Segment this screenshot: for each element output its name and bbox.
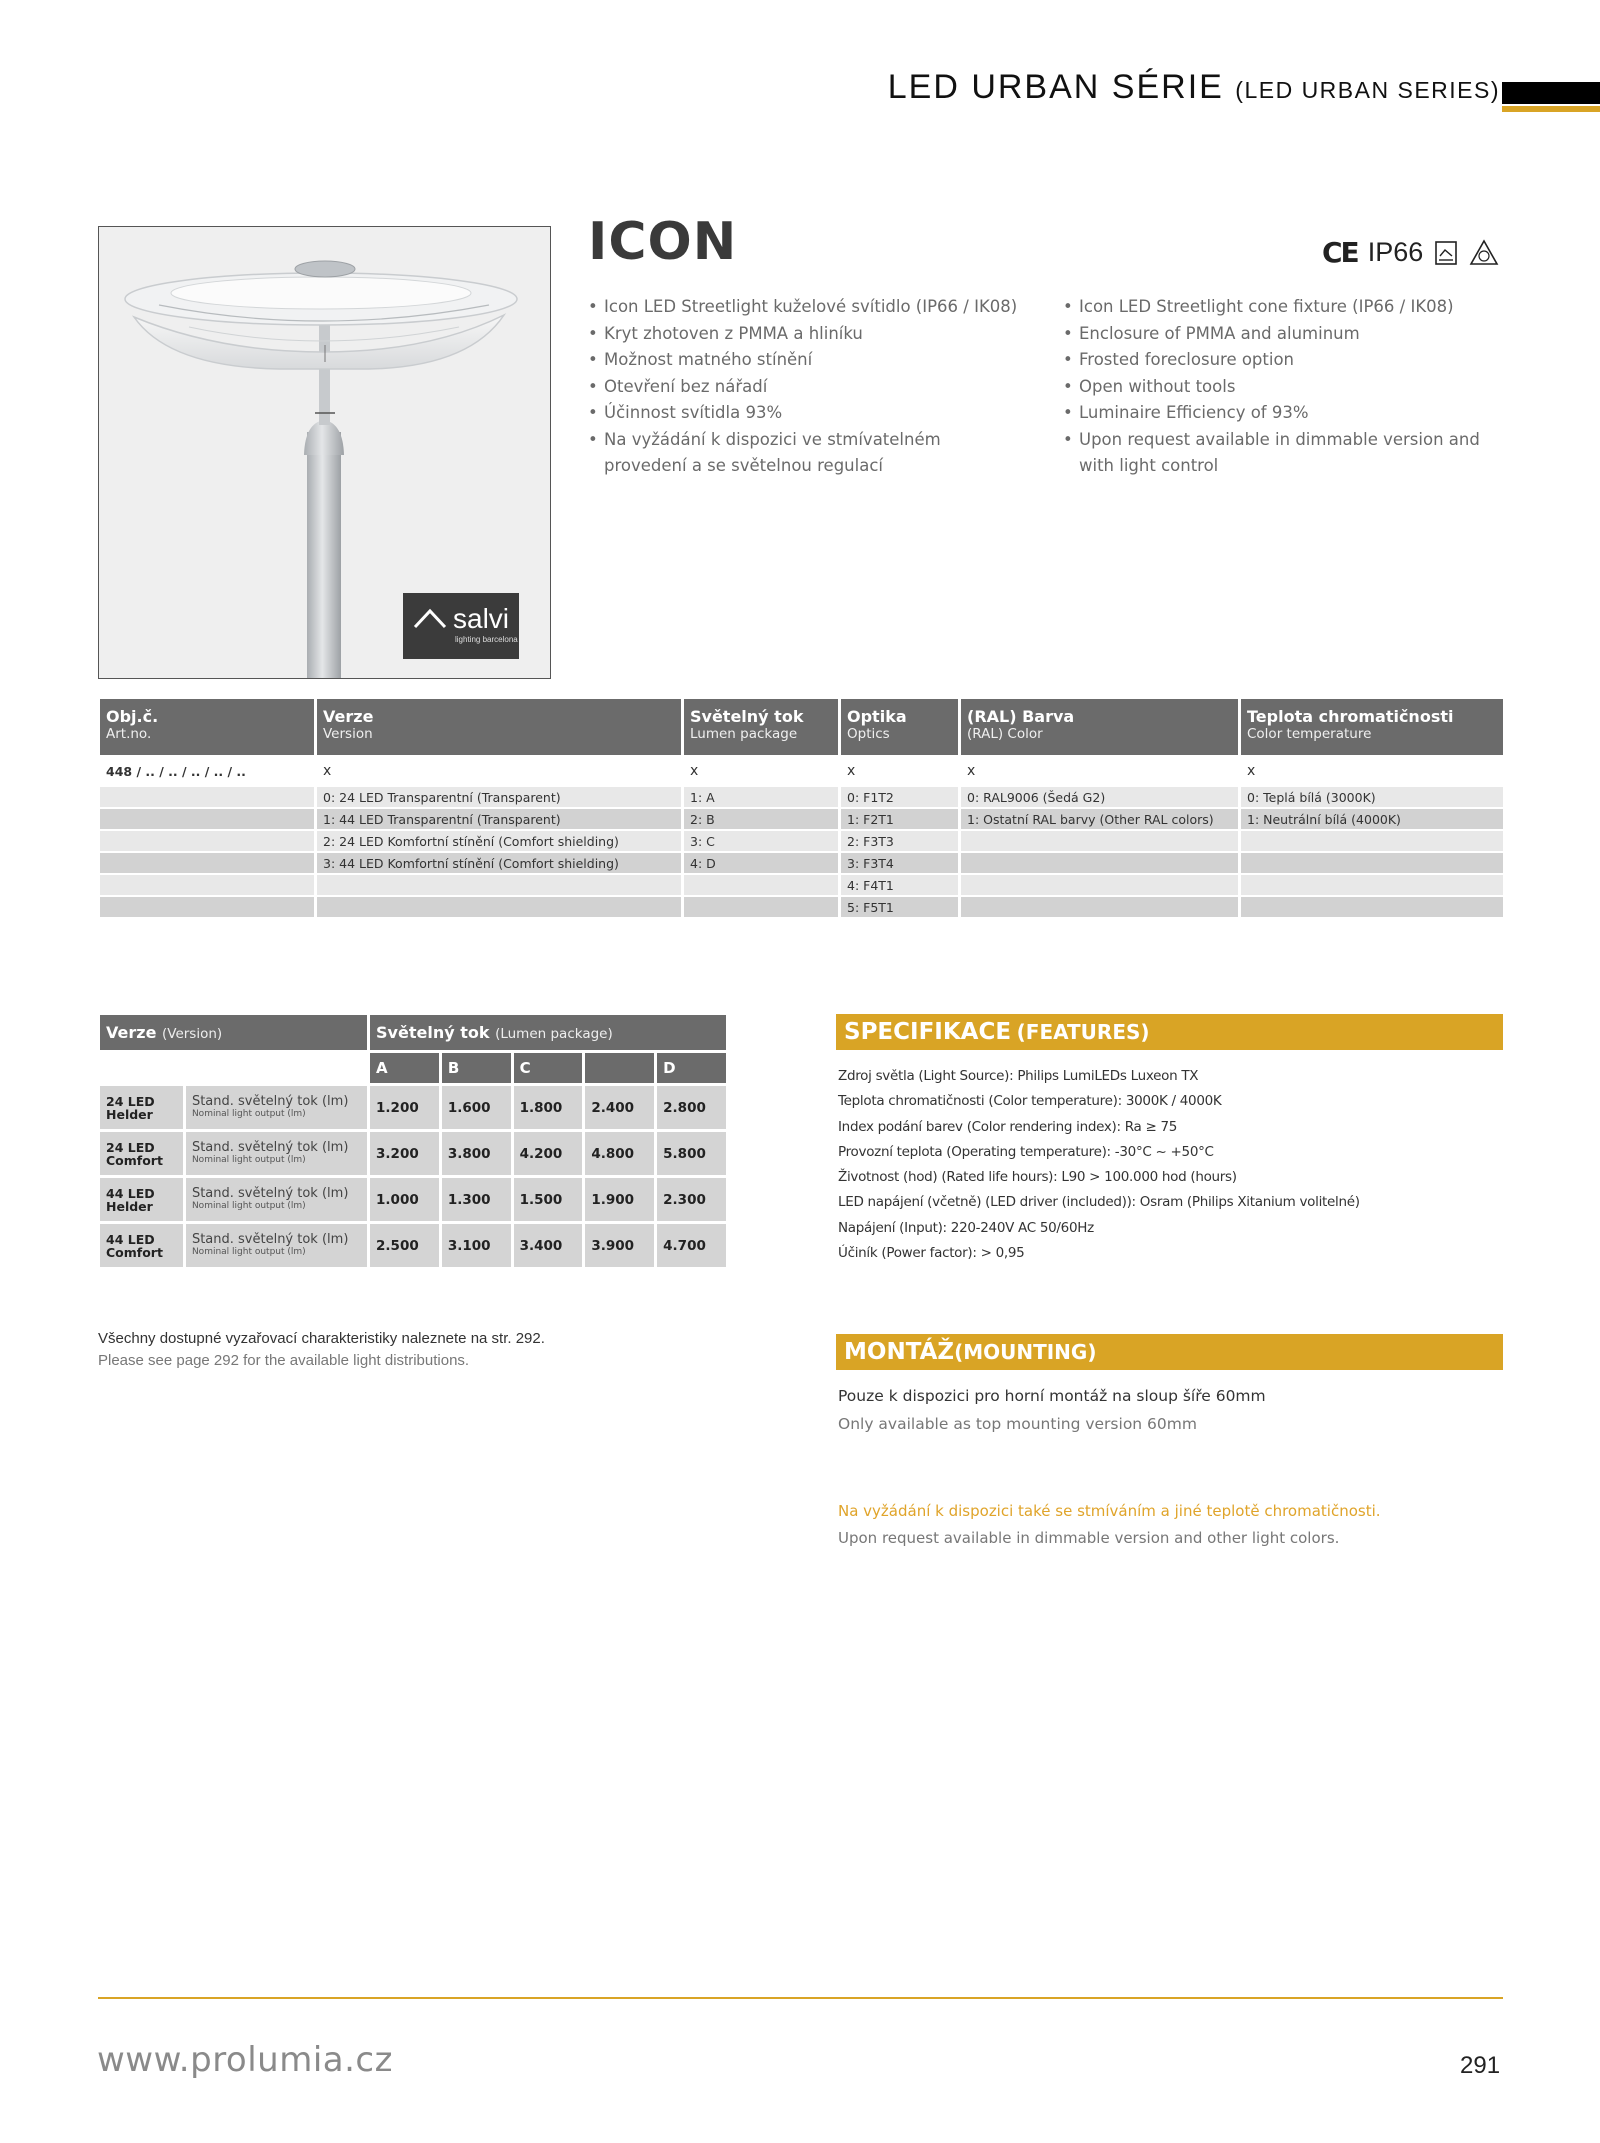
page-number: 291 xyxy=(1460,2052,1501,2079)
value-cell: 4.800 xyxy=(585,1132,654,1175)
table-cell: 0: 24 LED Transparentní (Transparent) xyxy=(317,787,681,807)
spec-item: Provozní teplota (Operating temperature): -30°C ~ +50°C xyxy=(838,1143,1214,1160)
table-cell xyxy=(100,831,314,851)
spec-item: Životnost (hod) (Rated life hours): L90 > 100.000 hod (hours) xyxy=(838,1169,1237,1186)
column-header-a: A xyxy=(370,1053,439,1083)
article-code-table xyxy=(97,697,1506,919)
distribution-note-en: Please see page 292 for the available light distributions. xyxy=(98,1352,470,1369)
column-header-lumen: Světelný tok Lumen package xyxy=(684,699,838,755)
value-cell: 1.500 xyxy=(514,1178,583,1221)
column-header-art-no: Obj.č. Art.no. xyxy=(100,699,314,755)
value-cell: 1.200 xyxy=(370,1086,439,1129)
version-cell: 24 LED Helder xyxy=(100,1086,183,1129)
table-cell: 3: F3T4 xyxy=(841,853,958,873)
value-cell: 4.700 xyxy=(657,1224,726,1267)
value-cell: 2.800 xyxy=(657,1086,726,1129)
spec-item: LED napájení (včetně) (LED driver (included)): Osram (Philips Xitanium volitelné) xyxy=(838,1194,1360,1211)
table-cell xyxy=(1241,831,1503,851)
column-header-blank xyxy=(585,1053,654,1083)
feature-item: • Open without tools xyxy=(1063,374,1503,401)
value-cell: 3.100 xyxy=(442,1224,511,1267)
table-cell: 1: A xyxy=(684,787,838,807)
chevron-up-icon xyxy=(413,607,447,629)
table-row xyxy=(100,875,1503,895)
distribution-note-cz: Všechny dostupné vyzařovací charakteristiky naleznete na str. 292. xyxy=(98,1330,545,1347)
request-note-en: Upon request available in dimmable version and other light colors. xyxy=(838,1529,1340,1547)
spec-item: Napájení (Input): 220-240V AC 50/60Hz xyxy=(838,1219,1094,1236)
table-cell xyxy=(100,897,314,917)
doc-approval-icon xyxy=(1433,240,1459,266)
value-cell: 2.300 xyxy=(657,1178,726,1221)
series-title xyxy=(888,68,1500,107)
table-cell xyxy=(961,875,1238,895)
features-list-en xyxy=(1063,294,1503,480)
certification-icons xyxy=(1322,236,1499,269)
description-cell: Stand. světelný tok (lm) Nominal light output (lm) xyxy=(186,1178,367,1221)
mounting-text-cz: Pouze k dispozici pro horní montáž na sloup šíře 60mm xyxy=(838,1387,1266,1405)
feature-item: • Frosted foreclosure option xyxy=(1063,347,1503,374)
feature-item: • Možnost matného stínění xyxy=(588,347,1018,374)
version-cell: 24 LED Comfort xyxy=(100,1132,183,1175)
footer-url[interactable]: www.prolumia.cz xyxy=(97,2040,393,2080)
description-cell: Stand. světelný tok (lm) Nominal light output (lm) xyxy=(186,1224,367,1267)
table-cell xyxy=(100,809,314,829)
table-cell: 3: C xyxy=(684,831,838,851)
table-cell: 1: 44 LED Transparentní (Transparent) xyxy=(317,809,681,829)
table-cell: 1: F2T1 xyxy=(841,809,958,829)
feature-item: • Luminaire Efficiency of 93% xyxy=(1063,400,1503,427)
feature-item: • Na vyžádání k dispozici ve stmívatelném provedení a se světelnou regulací xyxy=(588,427,1018,480)
table-cell: 1: Ostatní RAL barvy (Other RAL colors) xyxy=(961,809,1238,829)
feature-item: • Kryt zhotoven z PMMA a hliníku xyxy=(588,321,1018,348)
value-cell: 5.800 xyxy=(657,1132,726,1175)
table-cell: 2: 24 LED Komfortní stínění (Comfort shielding) xyxy=(317,831,681,851)
value-cell: 2.400 xyxy=(585,1086,654,1129)
value-cell: 1.300 xyxy=(442,1178,511,1221)
value-cell: 1.000 xyxy=(370,1178,439,1221)
table-cell xyxy=(961,897,1238,917)
table-cell xyxy=(317,875,681,895)
table-cell xyxy=(1241,853,1503,873)
column-header-c: C xyxy=(514,1053,583,1083)
table-row xyxy=(100,897,1503,917)
table-header-row xyxy=(100,699,1503,755)
footer-divider xyxy=(98,1997,1503,1999)
table-row xyxy=(100,1086,726,1129)
table-cell: 0: Teplá bílá (3000K) xyxy=(1241,787,1503,807)
table-row xyxy=(100,831,1503,851)
spec-item: Index podání barev (Color rendering index): Ra ≥ 75 xyxy=(838,1118,1178,1135)
table-cell: 4: F4T1 xyxy=(841,875,958,895)
table-cell: 0: RAL9006 (Šedá G2) xyxy=(961,787,1238,807)
column-header-d: D xyxy=(657,1053,726,1083)
ip-rating: IP66 xyxy=(1367,237,1424,267)
feature-item: • Upon request available in dimmable version and with light control xyxy=(1063,427,1503,480)
table-cell: 1: Neutrální bílá (4000K) xyxy=(1241,809,1503,829)
logo-tagline: lighting barcelona xyxy=(455,635,518,644)
value-cell: 3.900 xyxy=(585,1224,654,1267)
blank-cell xyxy=(100,1053,367,1083)
column-header-color-temperature: Teplota chromatičnosti Color temperature xyxy=(1241,699,1503,755)
table-row xyxy=(100,787,1503,807)
feature-item: • Enclosure of PMMA and aluminum xyxy=(1063,321,1503,348)
value-cell: 3.800 xyxy=(442,1132,511,1175)
logo-name: salvi xyxy=(453,603,510,634)
version-cell: 44 LED Helder xyxy=(100,1178,183,1221)
table-cell: x xyxy=(841,757,958,785)
table-cell xyxy=(961,853,1238,873)
table-cell: 2: F3T3 xyxy=(841,831,958,851)
column-header-color: (RAL) Barva (RAL) Color xyxy=(961,699,1238,755)
specifications-list xyxy=(838,1064,1360,1266)
table-row xyxy=(100,1178,726,1221)
value-cell: 1.900 xyxy=(585,1178,654,1221)
value-cell: 3.200 xyxy=(370,1132,439,1175)
product-title: ICON xyxy=(588,212,738,272)
table-cell xyxy=(961,831,1238,851)
spec-item: Účiník (Power factor): > 0,95 xyxy=(838,1245,1025,1262)
version-header: Verze (Version) xyxy=(100,1015,367,1050)
value-cell: 3.400 xyxy=(514,1224,583,1267)
table-row xyxy=(100,853,1503,873)
column-header-b: B xyxy=(442,1053,511,1083)
mounting-heading: MONTÁŽ(MOUNTING) xyxy=(836,1334,1503,1370)
table-cell: 0: F1T2 xyxy=(841,787,958,807)
column-header-version: Verze Version xyxy=(317,699,681,755)
table-cell: 5: F5T1 xyxy=(841,897,958,917)
value-cell: 4.200 xyxy=(514,1132,583,1175)
triangle-mark-icon xyxy=(1469,239,1499,267)
table-cell xyxy=(684,875,838,895)
table-cell: 3: 44 LED Komfortní stínění (Comfort shielding) xyxy=(317,853,681,873)
table-cell xyxy=(100,853,314,873)
feature-item: • Účinnost svítidla 93% xyxy=(588,400,1018,427)
value-cell: 1.800 xyxy=(514,1086,583,1129)
table-cell: 4: D xyxy=(684,853,838,873)
feature-item: • Icon LED Streetlight cone fixture (IP66 / IK08) xyxy=(1063,294,1503,321)
table-cell: 2: B xyxy=(684,809,838,829)
table-cell: x xyxy=(684,757,838,785)
table-cell xyxy=(1241,875,1503,895)
specifications-heading: SPECIFIKACE (FEATURES) xyxy=(836,1014,1503,1050)
description-cell: Stand. světelný tok (lm) Nominal light output (lm) xyxy=(186,1132,367,1175)
table-row xyxy=(100,1132,726,1175)
title-accent-bar xyxy=(1502,82,1600,104)
features-list-cz xyxy=(588,294,1018,480)
description-cell: Stand. světelný tok (lm) Nominal light output (lm) xyxy=(186,1086,367,1129)
table-row xyxy=(100,1224,726,1267)
table-row xyxy=(100,809,1503,829)
salvi-logo xyxy=(403,593,519,659)
lumen-header: Světelný tok (Lumen package) xyxy=(370,1015,726,1050)
request-note-cz: Na vyžádání k dispozici také se stmíváním a jiné teplotě chromatičnosti. xyxy=(838,1502,1381,1520)
spec-item: Teplota chromatičnosti (Color temperature): 3000K / 4000K xyxy=(838,1093,1222,1110)
feature-item: • Icon LED Streetlight kuželové svítidlo (IP66 / IK08) xyxy=(588,294,1018,321)
table-cell: 448 / .. / .. / .. / .. / .. xyxy=(100,757,314,785)
table-subheader-row xyxy=(100,1053,726,1083)
table-cell: x xyxy=(1241,757,1503,785)
spec-item: Zdroj světla (Light Source): Philips LumiLEDs Luxeon TX xyxy=(838,1068,1199,1084)
series-title-cz: LED URBAN SÉRIE xyxy=(887,68,1224,106)
value-cell: 2.500 xyxy=(370,1224,439,1267)
title-accent-underline xyxy=(1502,106,1600,112)
table-cell: x xyxy=(317,757,681,785)
feature-item: • Otevření bez nářadí xyxy=(588,374,1018,401)
table-header-row xyxy=(100,1015,726,1050)
table-cell xyxy=(100,787,314,807)
code-pattern-row xyxy=(100,757,1503,785)
version-cell: 44 LED Comfort xyxy=(100,1224,183,1267)
ce-mark-icon: CE xyxy=(1322,236,1358,269)
table-cell xyxy=(317,897,681,917)
product-photo xyxy=(98,226,551,679)
table-cell: x xyxy=(961,757,1238,785)
value-cell: 1.600 xyxy=(442,1086,511,1129)
mounting-text-en: Only available as top mounting version 60mm xyxy=(838,1415,1197,1433)
lumen-package-table xyxy=(97,1012,729,1270)
series-title-en: (LED URBAN SERIES) xyxy=(1235,77,1500,103)
table-cell xyxy=(1241,897,1503,917)
table-cell xyxy=(100,875,314,895)
table-cell xyxy=(684,897,838,917)
column-header-optics: Optika Optics xyxy=(841,699,958,755)
